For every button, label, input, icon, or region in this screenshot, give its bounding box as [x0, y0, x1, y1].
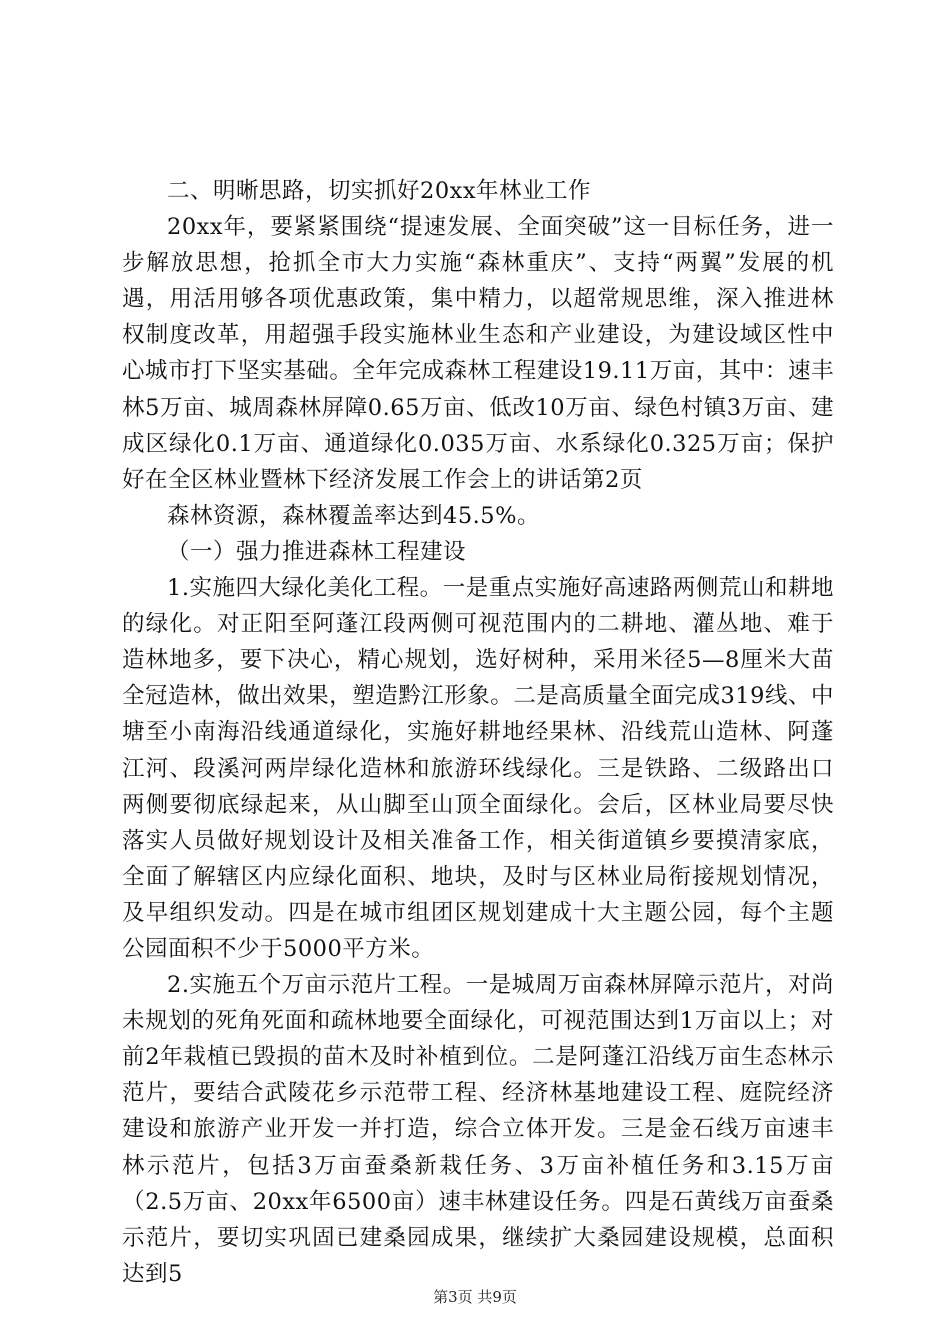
page-footer: 第3页 共9页 — [433, 1288, 517, 1306]
paragraph: 1.实施四大绿化美化工程。一是重点实施好高速路两侧荒山和耕地的绿化。对正阳至阿蓬江段两侧可视范围内的二耕地、灌丛地、难于造林地多，要下决心，精心规划，选好树种，采用米径5—8厘米大苗全冠造林，做出效果，塑造黔江形象。二是高质量全面完成319线、中塘至小南海沿线通道绿化，实施好耕地经果林、沿线荒山造林、阿蓬江河、段溪河两岸绿化造林和旅游环线绿化。三是铁路、二级路出口两侧要彻底绿起来，从山脚至山顶全面绿化。会后，区林业局要尽快落实人员做好规划设计及相关准备工作，相关街道镇乡要摸清家底，全面了解辖区内应绿化面积、地块，及时与区林业局衔接规划情况，及早组织发动。四是在城市组团区规划建成十大主题公园，每个主题公园面积不少于5000平方米。 — [122, 575, 834, 962]
subsection-heading: （一）强力推进森林工程建设 — [167, 538, 467, 565]
document-body — [122, 173, 834, 1292]
paragraph: 20xx年，要紧紧围绕“提速发展、全面突破”这一目标任务，进一步解放思想，抢抓全市大力实施“森林重庆”、支持“两翼”发展的机遇，用活用够各项优惠政策，集中精力，以超常规思维，深入推进林权制度改革，用超强手段实施林业生态和产业建设，为建设域区性中心城市打下坚实基础。全年完成森林工程建设19.11万亩，其中：速丰林5万亩、城周森林屏障0.65万亩、低改10万亩、绿色村镇3万亩、建成区绿化0.1万亩、通道绿化0.035万亩、水系绿化0.325万亩；保护好在全区林业暨林下经济发展工作会上的讲话第2页 — [122, 214, 834, 493]
section-heading: 二、明晰思路，切实抓好20xx年林业工作 — [167, 178, 592, 204]
paragraph: 2.实施五个万亩示范片工程。一是城周万亩森林屏障示范片，对尚未规划的死角死面和疏林地要全面绿化，可视范围达到1万亩以上；对前2年栽植已毁损的苗木及时补植到位。二是阿蓬江沿线万亩生态林示范片，要结合武陵花乡示范带工程、经济林基地建设工程、庭院经济建设和旅游产业开发一并打造，综合立体开发。三是金石线万亩速丰林示范片，包括3万亩蚕桑新栽任务、3万亩补植任务和3.15万亩（2.5万亩、20xx年6500亩）速丰林建设任务。四是石黄线万亩蚕桑示范片，要切实巩固已建桑园成果，继续扩大桑园建设规模，总面积达到5 — [122, 972, 834, 1287]
paragraph: 森林资源，森林覆盖率达到45.5%。 — [167, 502, 540, 529]
